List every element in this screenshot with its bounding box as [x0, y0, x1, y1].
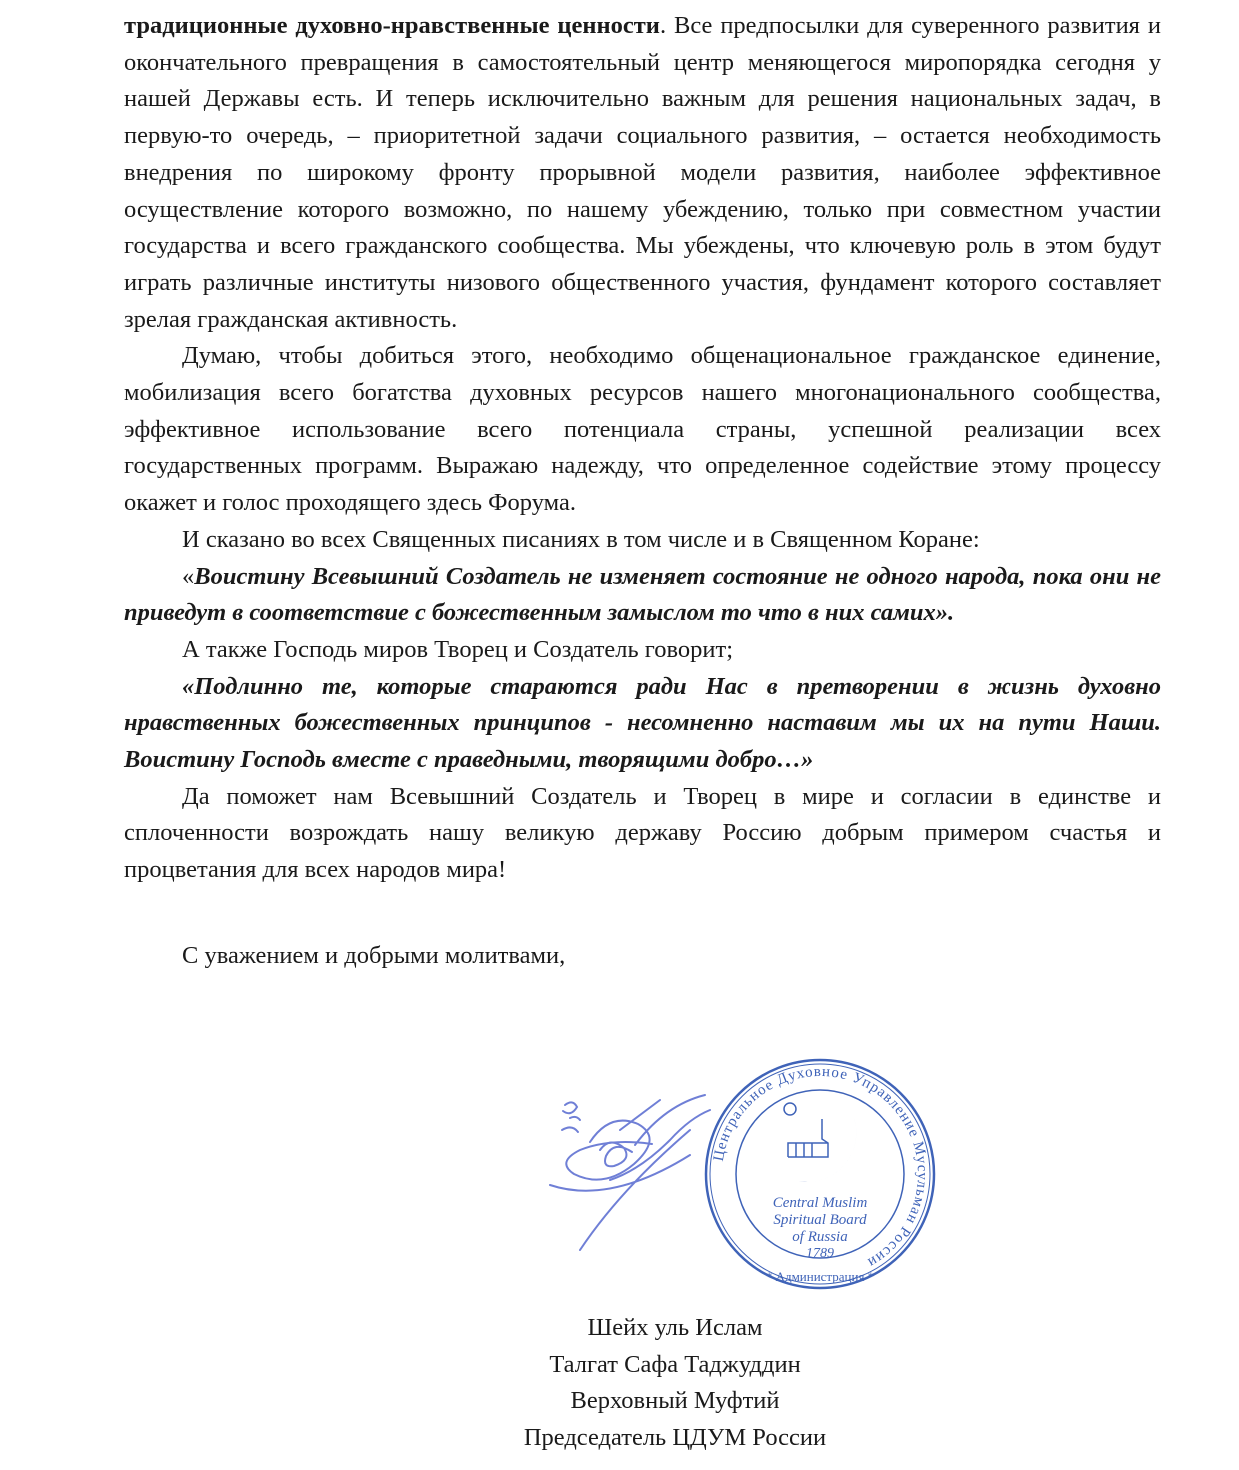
signatory-position: Верховный Муфтий [570, 1387, 780, 1415]
stamp-inner-line-3: of Russia [792, 1229, 848, 1245]
signatory-title: Шейх уль Ислам [587, 1314, 763, 1341]
paragraph-1-text: . Все предпосылки для суверенного развития и окончательного превращения в самостоятельный центр меняющегося миропорядка сегодня у нашей Державы есть. И теперь исключительно важным для решения национальных задач, в первую-то очередь, – приоритетной задачи социального развития, – остается необходимость внедрения по широкому фронту прорывной модели развития, наиболее эффективное осуществление которого возможно, по нашему убеждению, только при совместном участии государства и всего гражданского сообщества. Мы убеждены, что ключевую роль в этом будут играть различные институты низового общественного участия, фундамент которого составляет зрелая гражданская активность. [124, 12, 1161, 333]
official-stamp [700, 1057, 940, 1292]
stamp-inner-year: 1789 [806, 1246, 834, 1261]
quote-2: «Подлинно те, которые стараются ради Нас в претворении в жизнь духовно нравственных божественных принципов - несомненно наставим мы их на пути Наши. Воистину Господь вместе с праведными, творящими добро…» [124, 672, 1161, 774]
bold-phrase: традиционные духовно-нравственные ценности [124, 12, 660, 39]
paragraph-3: И сказано во всех Священных писаниях в том числе и в Священном Коране: [182, 525, 980, 553]
letter-body [124, 8, 1161, 889]
stamp-outer-text: Центральное Духовное Управление Мусульман России [710, 1063, 931, 1271]
stamp-bottom-text: * Администрация * [765, 1269, 875, 1284]
stamp-inner-line-2: Spiritual Board [773, 1212, 867, 1228]
paragraph-1 [124, 8, 1161, 338]
closing-line: С уважением и добрыми молитвами, [182, 942, 566, 969]
quote-1 [124, 559, 1161, 632]
stamp-inner-line-1: Central Muslim [772, 1195, 868, 1211]
quote-1-open-mark: « [182, 562, 195, 590]
signatory-name: Талгат Сафа Таджуддин [549, 1350, 801, 1378]
paragraph-2: Думаю, чтобы добиться этого, необходимо общенациональное гражданское единение, мобилизация всего богатства духовных ресурсов нашего многонационального сообщества, эффективное использование всего потенциала страны, успешной реализации всех государственных программ. Выражаю надежду, что определенное содействие этому процессу окажет и голос проходящего здесь Форума. [124, 342, 1161, 517]
paragraph-5: Да поможет нам Всевышний Создатель и Творец в мире и согласии в единстве и сплоченности возрождать нашу великую державу Россию добрым примером счастья и процветания для всех народов мира! [124, 782, 1161, 884]
signatory-organization: Председатель ЦДУМ России [523, 1424, 827, 1452]
paragraph-4: А также Господь миров Творец и Создатель говорит; [182, 635, 734, 663]
quote-1-text: Воистину Всевышний Создатель не изменяет состояние не одного народа, пока они не приведут в соответствие с божественным замыслом то что в них самих». [124, 562, 1161, 627]
signatory-block [500, 1310, 850, 1457]
